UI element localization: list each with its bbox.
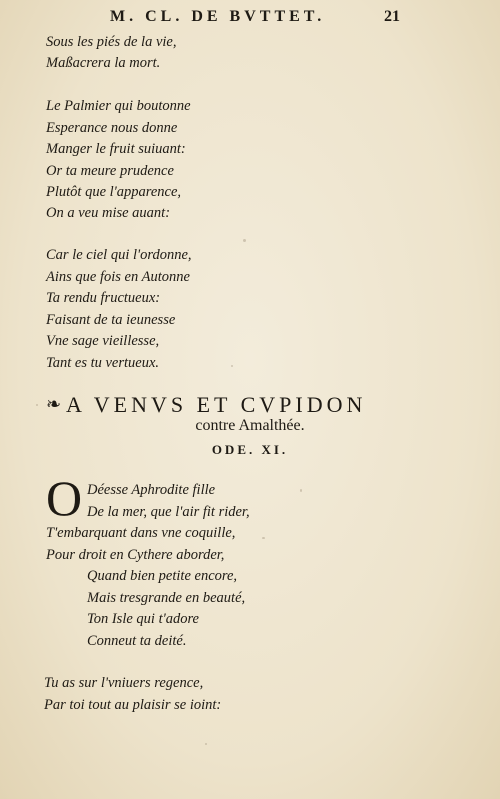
verse-line: Pour droit en Cythere aborder, bbox=[46, 547, 225, 563]
verse-line: Faisant de ta ieunesse bbox=[46, 312, 176, 328]
verse-line: Quand bien petite encore, bbox=[87, 568, 238, 584]
verse-line: Mais tresgrande en beauté, bbox=[87, 590, 246, 606]
paper-speck bbox=[205, 743, 207, 745]
verse-line: Le Palmier qui boutonne bbox=[46, 98, 191, 114]
verse-line: Conneut ta deité. bbox=[87, 633, 187, 649]
paper-speck bbox=[243, 239, 246, 242]
verse-line: Or ta meure prudence bbox=[46, 163, 174, 179]
verse-line: Déesse Aphrodite fille bbox=[87, 482, 216, 498]
page-number: 21 bbox=[384, 8, 400, 25]
verse-line: Ton Isle qui t'adore bbox=[87, 611, 199, 627]
verse-line: Plutôt que l'apparence, bbox=[46, 184, 182, 200]
verse-line: Maßacrera la mort. bbox=[46, 55, 161, 71]
paper-speck bbox=[262, 537, 265, 539]
verse-line: On a veu mise auant: bbox=[46, 205, 171, 221]
page-header bbox=[0, 8, 500, 28]
verse-line: T'embarquant dans vne coquille, bbox=[46, 525, 236, 541]
verse-line: Esperance nous donne bbox=[46, 120, 178, 136]
verse-line: Vne sage vieillesse, bbox=[46, 333, 160, 349]
verse-line: Tu as sur l'vniuers regence, bbox=[44, 675, 204, 691]
ode-label: ODE. XI. bbox=[211, 442, 289, 457]
verse-line: Car le ciel qui l'ordonne, bbox=[46, 247, 192, 263]
verse-line: Sous les piés de la vie, bbox=[46, 34, 177, 50]
running-title: M. CL. DE BVTTET. bbox=[110, 8, 326, 25]
verse-line: Manger le fruit suiuant: bbox=[46, 141, 186, 157]
verse-line: Ains que fois en Autonne bbox=[46, 269, 190, 285]
ode-title: A VENVS ET CVPIDON bbox=[66, 392, 367, 417]
paper-speck bbox=[36, 404, 38, 406]
verse-line: Ta rendu fructueux: bbox=[46, 290, 161, 306]
fleuron-icon: ❧ bbox=[46, 394, 62, 415]
paper-speck bbox=[231, 365, 233, 367]
verse-line: Tant es tu vertueux. bbox=[46, 355, 160, 371]
paper-speck bbox=[300, 489, 302, 492]
verse-line: De la mer, que l'air fit rider, bbox=[87, 504, 250, 520]
verse-line: Par toi tout au plaisir se ioint: bbox=[44, 697, 222, 713]
ode-subtitle: contre Amalthée. bbox=[195, 417, 305, 434]
drop-cap: O bbox=[46, 470, 83, 526]
